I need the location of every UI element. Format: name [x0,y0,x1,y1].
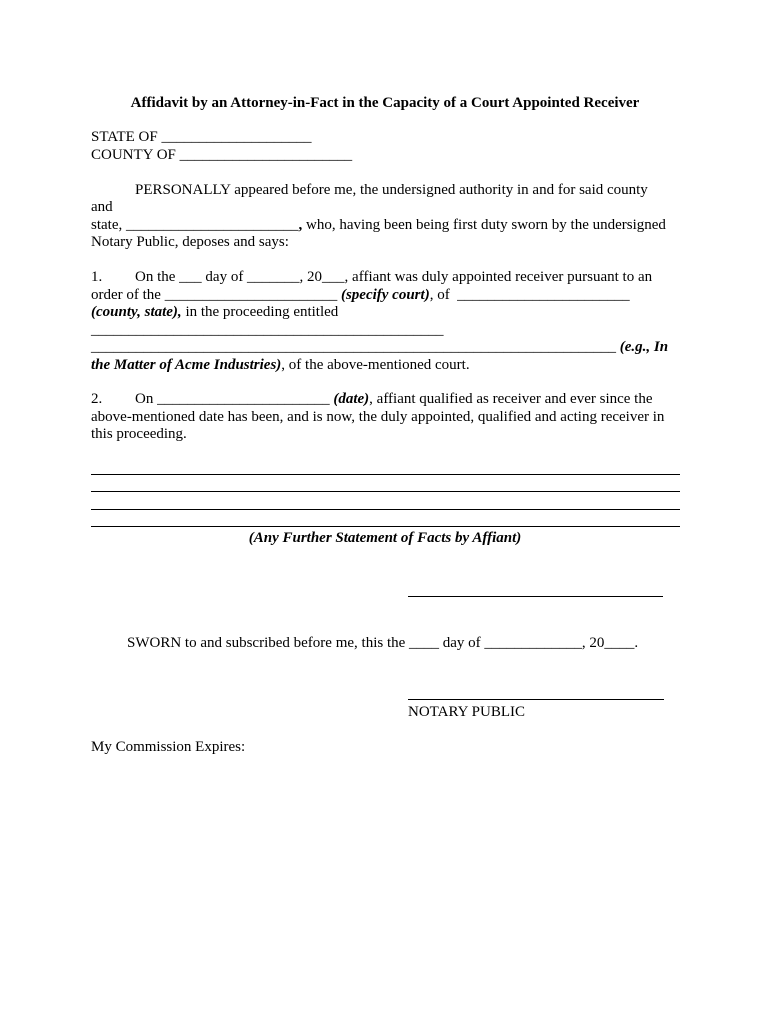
statement-line-4[interactable] [91,526,680,527]
para1-line-1: On the ___ day of _______, 20___, affiant was duly appointed receiver pursuant to an [135,269,653,285]
para1-line-6 [91,356,470,374]
county-state-hint: (county, state), [91,304,182,320]
notary-public-label: NOTARY PUBLIC [408,704,526,720]
para2-number: 2. [91,391,103,407]
para1-line-5 [91,338,668,356]
further-statement-caption: (Any Further Statement of Facts by Affiant) [248,530,522,546]
specify-court-hint: (specify court) [340,287,430,303]
above-court-text: , of the above-mentioned court. [281,357,470,373]
order-of-text: order of the _______________________ [91,287,341,303]
on-date-blank: On _______________________ [135,391,334,407]
intro-line-2: and [91,199,113,215]
para2-line-2: above-mentioned date has been, and is now, the duly appointed, qualified and acting receiver in [91,409,665,425]
county-blank: , of _______________________ [429,287,630,303]
para1-line-3 [91,303,338,321]
example-hint-end: the Matter of Acme Industries) [91,357,282,373]
statement-line-3[interactable] [91,509,680,510]
statement-line-2[interactable] [91,491,680,492]
intro-line-4: Notary Public, deposes and says: [91,234,289,250]
proceeding-blank: ______________________________________________________________________ [91,339,620,355]
document-title: Affidavit by an Attorney-in-Fact in the Capacity of a Court Appointed Receiver [130,95,640,111]
county-line: COUNTY OF _______________________ [91,147,353,163]
affiant-signature-line[interactable] [408,596,663,597]
intro-comma: , [298,217,303,233]
statement-line-1[interactable] [91,474,680,475]
intro-line-1: PERSONALLY appeared before me, the undersigned authority in and for said county [135,182,648,198]
para1-line-4: _______________________________________________ [91,322,444,338]
para2-line-3: this proceeding. [91,426,187,442]
para1-number: 1. [91,269,103,285]
proceeding-entitled-text: in the proceeding entitled [181,304,339,320]
intro-state-blank: state, _______________________ [91,217,299,233]
date-hint: (date) [333,391,370,407]
commission-expires-label: My Commission Expires: [91,739,246,755]
example-hint-start: (e.g., In [619,339,669,355]
qualified-text: , affiant qualified as receiver and ever since the [369,391,653,407]
intro-sworn-text: who, having been being first duty sworn by the undersigned [302,217,666,233]
notary-signature-line[interactable] [408,699,664,700]
para1-line-2 [91,286,630,304]
state-line: STATE OF ____________________ [91,129,312,145]
sworn-line: SWORN to and subscribed before me, this the ____ day of _____________, 20____. [127,635,639,651]
intro-line-3 [91,216,666,234]
para2-line-1 [135,390,653,408]
